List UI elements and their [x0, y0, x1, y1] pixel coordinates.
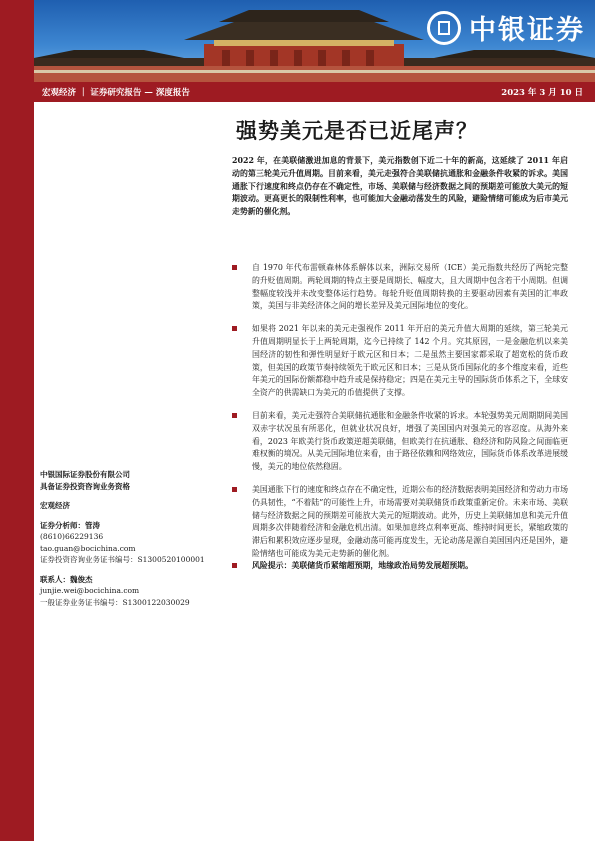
analyst-phone: (8610)66229136: [40, 532, 104, 541]
key-point: 美国通胀下行的速度和终点存在不确定性，近期公布的经济数据表明美国经济和劳动力市场仍具韧性，“不着陆”的可能性上升，市场需要对美联储货币政策重新定价。未来市场、美联储与经济数据之间的预期差可能放大美元的短期波动。此外，历史上美联储加息和美元升值周期多次伴随着经济和金融危机出清。如果加息终点利率更高、维持时间更长，紧缩政策的滞后和累积效应逐步显现，金融动荡可能再度发生，无论动荡是源自美国国内还是国外，避险情绪也可能成为美元走势新的催化剂。: [232, 484, 568, 561]
report-date: 2023 年 3 月 10 日: [501, 88, 583, 98]
boc-logo-icon: [427, 11, 461, 45]
bullet-square-icon: [232, 326, 237, 331]
key-points-list: [232, 262, 568, 571]
report-type: 宏观经济 ｜ 证券研究报告 — 深度报告: [42, 88, 190, 98]
bullet-square-icon: [232, 265, 237, 270]
contact-name: 联系人：魏俊杰: [40, 574, 93, 584]
risk-warning: [232, 560, 568, 571]
contact-license: 一般证券业务证书编号：S1300122030029: [40, 597, 190, 607]
brand: [427, 8, 585, 47]
summary-paragraph: 2022 年，在美联储激进加息的背景下，美元指数创下近二十年的新高，这延续了 2011 年启动的第三轮美元升值周期。目前来看，美元走强符合美联储抗通胀和金融条件收紧的诉求。美国通胀下行速度和终点仍存在不确定性，市场、美联储与经济数据之间的预期差可能放大美元的短期波动。更高更长的限制性利率，也可能加大金融动荡发生的风险，避险情绪可能成为后市美元走势新的催化剂。: [232, 156, 568, 217]
key-point: 如果将 2021 年以来的美元走强视作 2011 年开启的美元升值大周期的延续，第三轮美元升值周期明显长于上两轮周期，迄今已持续了 142 个月。究其原因，一是金融危机以来美国经济的韧性和弹性明显好于欧元区和日本；二是虽然主要国家都采取了超宽松的货币政策，但美国的政策节奏持续领先于欧元区和日本；三是从货币国际化的多个维度来看，近些年美元的国际份额都稳中趋升或是保持稳定；四是在美元主导的国际货币体系之下，全球安全资产的供需缺口为美元的币值提供了支撑。: [232, 323, 568, 400]
risk-label: 风险提示：: [252, 561, 292, 570]
report-info-bar: [34, 82, 595, 102]
analyst-name: 证券分析师：管涛: [40, 520, 100, 530]
key-point: 自 1970 年代布雷顿森林体系解体以来，洲际交易所（ICE）美元指数共经历了两轮完整的升贬值周期。两轮周期的特点主要是周期长、幅度大，且大周期中包含若干小周期。但调整幅度较浅并未改变整体运行趋势。每轮升贬值周期转换的主要驱动因素有美国的汇率政策，美国与非美经济体之间的增长差异及美元国际地位的变化。: [232, 262, 568, 313]
analyst-sidebar: [40, 469, 225, 608]
analyst-license: 证券投资咨询业务证书编号：S1300520100001: [40, 555, 205, 564]
bullet-square-icon: [232, 487, 237, 492]
sector-label: 宏观经济: [40, 501, 70, 510]
contact-email[interactable]: junjie.wei@bocichina.com: [40, 586, 140, 595]
risk-text: 美联储货币紧缩超预期，地缘政治局势发展超预期。: [291, 561, 473, 570]
report-title: 强势美元是否已近尾声？: [236, 119, 478, 143]
company-qualification: 具备证券投资咨询业务资格: [40, 481, 130, 491]
brand-name: 中银证券: [469, 15, 585, 46]
left-accent-bar: [0, 0, 34, 841]
analyst-email[interactable]: tao.guan@bocichina.com: [40, 543, 136, 553]
bullet-square-icon: [232, 563, 237, 568]
key-point: 目前来看，美元走强符合美联储抗通胀和金融条件收紧的诉求。本轮强势美元周期期间美国双赤字状况虽有所恶化，但就业状况良好，增强了美国国内对强美元的容忍度。从海外来看，2023 年欧美行货币政策逆超美联储，但欧美行在抗通胀、稳经济和防风险之间面临更难权衡的境况。从美元国际地位来看，由于路径依赖和网络效应，国际货币体系改革进展缓慢，美元的地位依然稳固。: [232, 410, 568, 474]
bullet-square-icon: [232, 413, 237, 418]
company-name: 中银国际证券股份有限公司: [40, 470, 130, 479]
header-banner: [34, 0, 595, 82]
